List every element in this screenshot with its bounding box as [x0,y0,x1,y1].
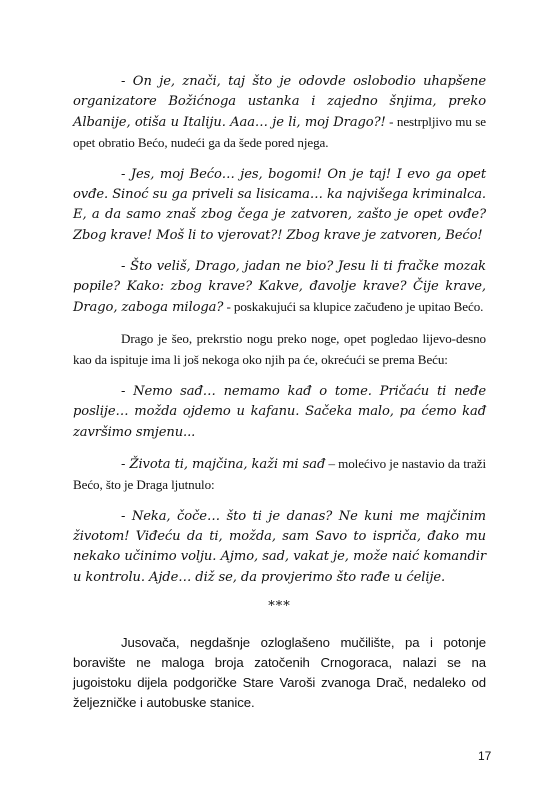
section-separator: *** [268,599,291,614]
closing-paragraph: Jusovača, negdašnje ozloglašeno mučilište, pa i potonje boravište ne maloga broja zatočenih Crnogoraca, nalazi se na jugoistoku dijela podgoričke Stare Varoši zvanoga Drač, nedaleko od željezničke i autobuske stanice. [73,635,486,710]
paragraph-7 [73,507,486,588]
narration-text: - poskakujući sa klupice začuđeno je upitao Bećo. [223,299,484,314]
paragraph-6 [73,454,486,496]
dialogue-text: - Jes, moj Bećo… jes, bogomi! On je taj! I evo ga opet ovđe. Sinoć su ga priveli sa lisicama… ka najvišega kriminalca. E, a da samo znaš zbog čega je zatvoren, zašto je opet ovđe? Zbog krave! Moš li to vjerovat?! Zbog krave je zatvoren, Bećo! [73,167,486,243]
dialogue-text: - Neka, čoče… što ti je danas? Ne kuni me majčinim životom! Viđeću da ti, možda, sam Savo to ispriča, đako mu nekako učinimo volju. Ajmo, sad, vakat je, može naić komandir u kontrolu. Ajde… diž se, da provjerimo što rađe u ćelije. [73,509,486,585]
paragraph-1 [73,72,486,154]
dialogue-text: - Što veliš, Drago, jadan ne bio? Jesu li ti fračke mozak popile? Kako: zbog krave? Kakve, đavolje krave? Čije krave, Drago, zaboga miloga? [73,259,486,315]
dialogue-text: - Života ti, majčina, kaži mi sađ [121,457,326,472]
page-body [73,72,486,724]
narration-text: - nestrpljivo mu se opet obratio Bećo, nudeći ga da šede pored njega. [73,114,486,150]
paragraph-3 [73,257,486,318]
paragraph-4 [73,329,486,371]
paragraph-2 [73,165,486,246]
narration-text: Drago je šeo, prekrstio nogu preko noge, opet pogledao lijevo-desno kao da ispituje ima li još nekoga oko njih pa će, okrećući se prema Beću: [73,331,486,367]
dialogue-text: - On je, znači, taj što je odovde oslobodio uhapšene organizatore Božićnoga ustanka i zajedno šnjima, preko Albanije, otiša u Italiju. Aaa… je li, moj Drago?! [73,74,486,130]
page-number: 17 [478,749,492,763]
paragraph-5 [73,382,486,443]
dialogue-text: - Nemo sađ… nemamo kađ o tome. Pričaću ti neđe poslije… možda ojdemo u kafanu. Sačeka malo, pa ćemo kađ završimo smjenu... [73,384,486,440]
narration-text: – molećivo je nastavio da traži Bećo, što je Draga ljutnulo: [73,456,486,492]
